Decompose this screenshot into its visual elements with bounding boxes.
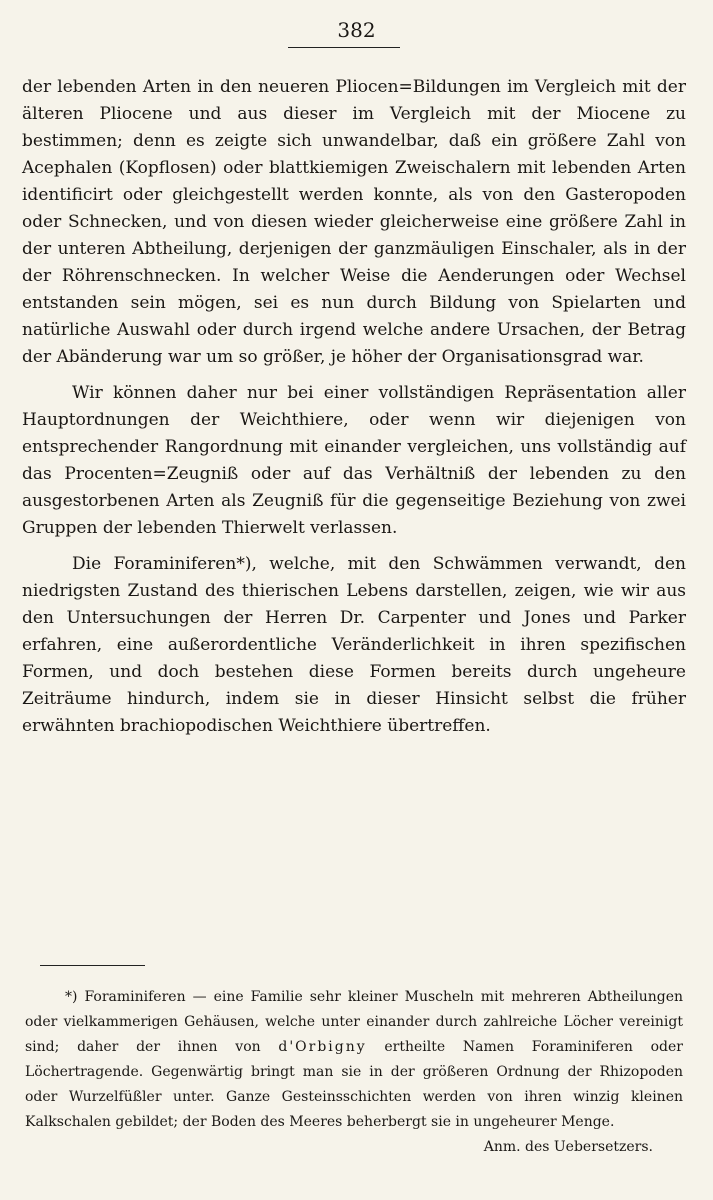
header-rule bbox=[288, 47, 400, 48]
footnote bbox=[25, 985, 683, 1160]
page-number: 382 bbox=[337, 18, 376, 42]
footnote-author-name: d'Orbigny bbox=[278, 1039, 367, 1055]
footnote-text-b: ertheilte Namen Foraminiferen oder Löchertragende. Gegenwärtig bringt man sie in der größeren Ordnung der Rhizopoden oder Wurzelfüßler unter. Ganze Gesteinsschichten werden von ihren winzig kleinen Kalkschalen gebildet; der Boden des Meeres beherbergt sie in ungeheurer Menge. bbox=[25, 1039, 683, 1130]
footnote-rule bbox=[40, 965, 145, 966]
paragraph-2: Wir können daher nur bei einer vollständigen Repräsentation aller Hauptordnungen der Weichthiere, oder wenn wir diejenigen von entsprechender Rangordnung mit einander vergleichen, uns vollständig auf das Procenten=Zeugniß oder auf das Verhältniß der lebenden zu den ausgestorbenen Arten als Zeugniß für die gegenseitige Beziehung von zwei Gruppen der lebenden Thierwelt verlassen. bbox=[22, 383, 686, 538]
paragraph-3: Die Foraminiferen*), welche, mit den Schwämmen verwandt, den niedrigsten Zustand des thierischen Lebens darstellen, zeigen, wie wir aus den Untersuchungen der Herren Dr. Carpenter und Jones und Parker erfahren, eine außerordentliche Veränderlichkeit in ihren spezifischen Formen, und doch bestehen diese Formen bereits durch ungeheure Zeiträume hindurch, indem sie in dieser Hinsicht selbst die früher erwähnten brachiopodischen Weichthiere übertreffen. bbox=[22, 554, 686, 736]
footnote-text-a: *) Foraminiferen — eine Familie sehr kleiner Muscheln mit mehreren Abtheilungen oder vielkammerigen Gehäusen, welche unter einander durch zahlreiche Löcher vereinigt sind; daher der ihnen von bbox=[25, 989, 683, 1055]
footnote-text bbox=[25, 985, 683, 1155]
body-text bbox=[22, 74, 686, 740]
paragraph-1: der lebenden Arten in den neueren Pliocen=Bildungen im Vergleich mit der älteren Pliocene und aus dieser im Vergleich mit der Miocene zu bestimmen; denn es zeigte sich unwandelbar, daß ein größere Zahl von Acephalen (Kopflosen) oder blattkiemigen Zweischalern mit lebenden Arten identificirt oder gleichgestellt werden konnte, als von den Gasteropoden oder Schnecken, und von diesen wieder gleicherweise eine größere Zahl in der unteren Abtheilung, derjenigen der ganzmäuligen Einschaler, als in der der Röhrenschnecken. In welcher Weise die Aenderungen oder Wechsel entstanden sein mögen, sei es nun durch Bildung von Spielarten und natürliche Auswahl oder durch irgend welche andere Ursachen, der Betrag der Abänderung war um so größer, je höher der Organisationsgrad war. bbox=[22, 77, 686, 367]
footnote-credit: Anm. des Uebersetzers. bbox=[483, 1139, 653, 1155]
